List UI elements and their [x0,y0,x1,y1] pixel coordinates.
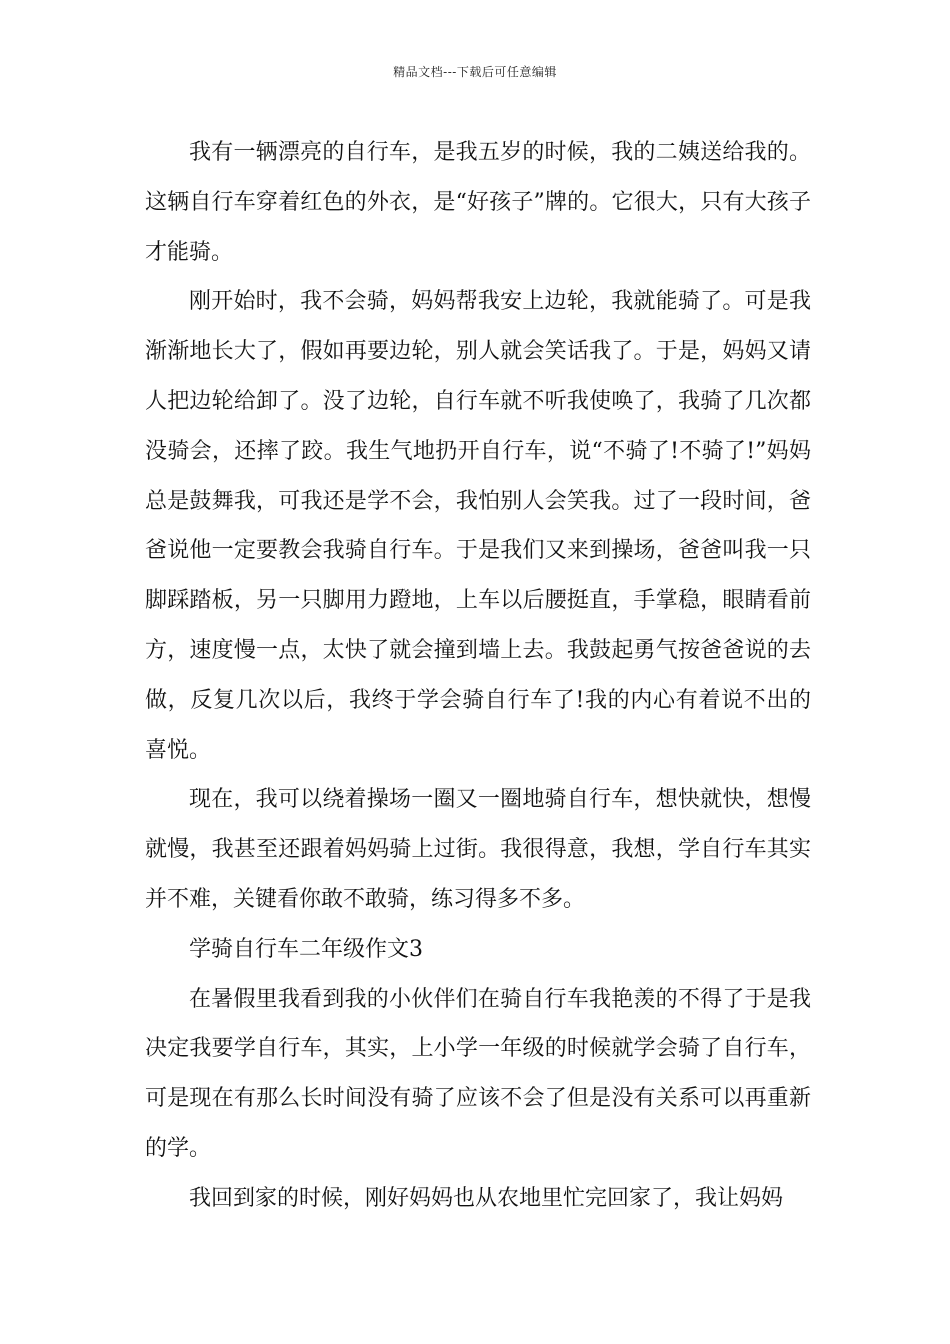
paragraph: 现在，我可以绕着操场一圈又一圈地骑自行车，想快就快，想慢就慢，我甚至还跟着妈妈骑上过街。我很得意，我想，学自行车其实并不难，关键看你敢不敢骑，练习得多不多。 [145,787,811,912]
paragraph: 在暑假里我看到我的小伙伴们在骑自行车我艳羡的不得了于是我决定我要学自行车，其实，上小学一年级的时候就学会骑了自行车，可是现在有那么长时间没有骑了应该不会了但是没有关系可以再重新的学。 [145,986,811,1161]
paragraph: 刚开始时，我不会骑，妈妈帮我安上边轮，我就能骑了。可是我渐渐地长大了，假如再要边轮，别人就会笑话我了。于是，妈妈又请人把边轮给卸了。没了边轮，自行车就不听我使唤了，我骑了几次都没骑会，还摔了跤。我生气地扔开自行车，说“不骑了!不骑了!”妈妈总是鼓舞我，可我还是学不会，我怕别人会笑我。过了一段时间，爸爸说他一定要教会我骑自行车。于是我们又来到操场，爸爸叫我一只脚踩踏板，另一只脚用力蹬地，上车以后腰挺直，手掌稳，眼睛看前方，速度慢一点，太快了就会撞到墙上去。我鼓起勇气按爸爸说的去做，反复几次以后，我终于学会骑自行车了!我的内心有着说不出的喜悦。 [145,289,811,763]
paragraph: 我回到家的时候，刚好妈妈也从农地里忙完回家了，我让妈妈 [189,1185,784,1211]
document-body [145,128,811,1224]
paragraph: 我有一辆漂亮的自行车，是我五岁的时候，我的二姨送给我的。这辆自行车穿着红色的外衣，是“好孩子”牌的。它很大，只有大孩子才能骑。 [145,140,811,265]
page-header: 精品文档---下载后可任意编辑 [393,65,557,79]
section-title: 学骑自行车二年级作文3 [189,936,423,962]
